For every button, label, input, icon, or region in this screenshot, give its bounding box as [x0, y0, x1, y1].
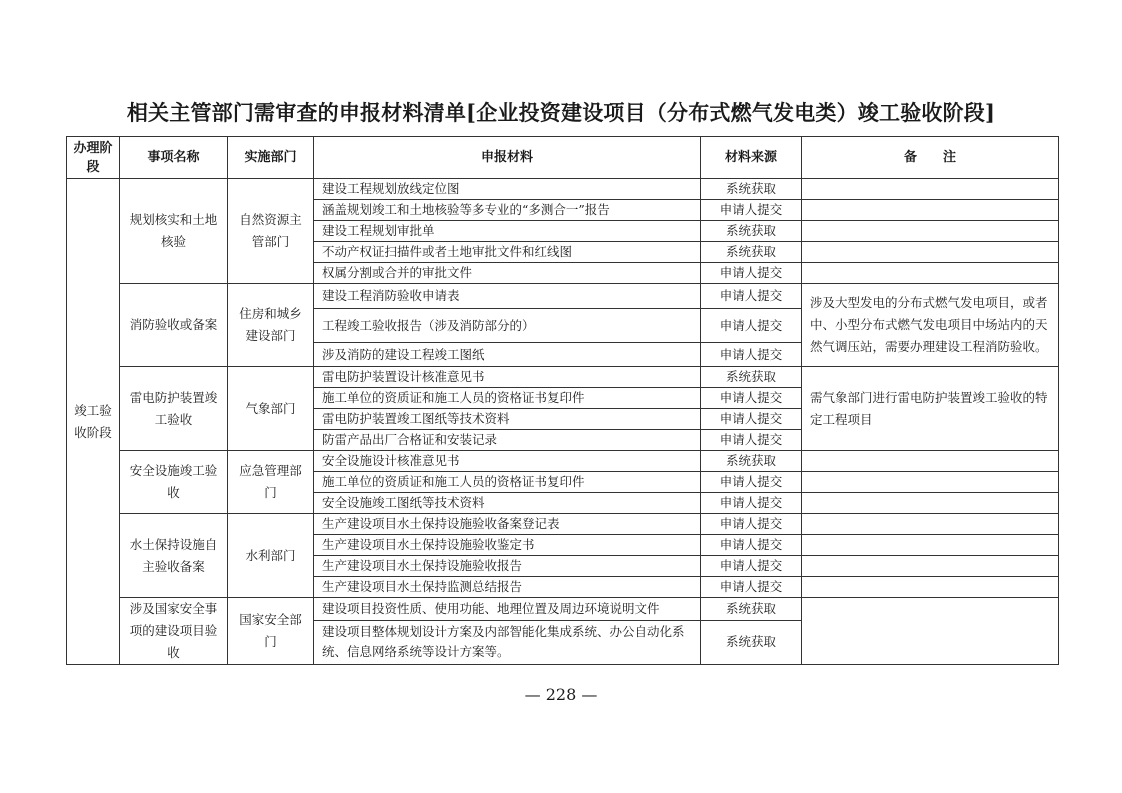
- remark-cell: [802, 200, 1059, 221]
- source-cell: 系统获取: [701, 598, 802, 621]
- item-name: 水土保持设施自主验收备案: [120, 514, 228, 598]
- dept-name: 应急管理部门: [228, 451, 314, 514]
- source-cell: 申请人提交: [701, 556, 802, 577]
- remark-cell: 涉及大型发电的分布式燃气发电项目，或者中、小型分布式燃气发电项目中场站内的天然气调压站，需要办理建设工程消防验收。: [802, 284, 1059, 367]
- material-cell: 雷电防护装置竣工图纸等技术资料: [314, 409, 701, 430]
- table-row: [67, 451, 1059, 472]
- remark-cell: [802, 263, 1059, 284]
- header-item: 事项名称: [120, 137, 228, 179]
- header-stage: 办理阶段: [67, 137, 120, 179]
- source-cell: 系统获取: [701, 451, 802, 472]
- material-cell: 建设工程规划审批单: [314, 221, 701, 242]
- page-title: 相关主管部门需审查的申报材料清单[企业投资建设项目（分布式燃气发电类）竣工验收阶段]: [126, 100, 996, 125]
- material-cell: 生产建设项目水土保持设施验收报告: [314, 556, 701, 577]
- source-cell: 申请人提交: [701, 200, 802, 221]
- material-cell: 生产建设项目水土保持监测总结报告: [314, 577, 701, 598]
- source-cell: 申请人提交: [701, 388, 802, 409]
- remark-cell: [802, 451, 1059, 472]
- item-name: 涉及国家安全事项的建设项目验收: [120, 598, 228, 665]
- source-cell: 申请人提交: [701, 409, 802, 430]
- remark-cell: [802, 535, 1059, 556]
- material-cell: 建设工程消防验收申请表: [314, 284, 701, 309]
- dept-name: 水利部门: [228, 514, 314, 598]
- source-cell: 系统获取: [701, 367, 802, 388]
- remark-cell: [802, 472, 1059, 493]
- source-cell: 系统获取: [701, 221, 802, 242]
- dept-name: 住房和城乡建设部门: [228, 284, 314, 367]
- table-row: [67, 598, 1059, 621]
- material-cell: 不动产权证扫描件或者土地审批文件和红线图: [314, 242, 701, 263]
- remark-cell: [802, 556, 1059, 577]
- source-cell: 系统获取: [701, 620, 802, 664]
- table-row: [67, 367, 1059, 388]
- source-cell: 申请人提交: [701, 493, 802, 514]
- materials-table: [66, 136, 1059, 665]
- material-cell: 生产建设项目水土保持设施验收备案登记表: [314, 514, 701, 535]
- stage-cell: 竣工验收阶段: [67, 179, 120, 665]
- remark-cell: [802, 221, 1059, 242]
- remark-cell: [802, 598, 1059, 665]
- material-cell: 施工单位的资质证和施工人员的资格证书复印件: [314, 388, 701, 409]
- header-source: 材料来源: [701, 137, 802, 179]
- material-cell: 工程竣工验收报告（涉及消防部分的）: [314, 309, 701, 343]
- material-cell: 涵盖规划竣工和土地核验等多专业的“多测合一”报告: [314, 200, 701, 221]
- source-cell: 系统获取: [701, 242, 802, 263]
- remark-cell: [802, 493, 1059, 514]
- material-cell: 涉及消防的建设工程竣工图纸: [314, 343, 701, 367]
- source-cell: 申请人提交: [701, 472, 802, 493]
- page-number: — 228 —: [524, 685, 598, 704]
- remark-cell: [802, 242, 1059, 263]
- material-cell: 雷电防护装置设计核准意见书: [314, 367, 701, 388]
- source-cell: 申请人提交: [701, 309, 802, 343]
- remark-cell: [802, 514, 1059, 535]
- source-cell: 申请人提交: [701, 284, 802, 309]
- source-cell: 申请人提交: [701, 263, 802, 284]
- dept-name: 国家安全部门: [228, 598, 314, 665]
- table-row: [67, 284, 1059, 309]
- source-cell: 申请人提交: [701, 343, 802, 367]
- material-cell: 安全设施竣工图纸等技术资料: [314, 493, 701, 514]
- item-name: 安全设施竣工验收: [120, 451, 228, 514]
- material-cell: 安全设施设计核准意见书: [314, 451, 701, 472]
- remark-cell: 需气象部门进行雷电防护装置竣工验收的特定工程项目: [802, 367, 1059, 451]
- source-cell: 系统获取: [701, 179, 802, 200]
- material-cell: 施工单位的资质证和施工人员的资格证书复印件: [314, 472, 701, 493]
- material-cell: 生产建设项目水土保持设施验收鉴定书: [314, 535, 701, 556]
- header-dept: 实施部门: [228, 137, 314, 179]
- item-name: 规划核实和土地核验: [120, 179, 228, 284]
- table-row: [67, 514, 1059, 535]
- source-cell: 申请人提交: [701, 430, 802, 451]
- material-cell: 建设项目整体规划设计方案及内部智能化集成系统、办公自动化系统、信息网络系统等设计方案等。: [314, 620, 701, 664]
- table-header-row: [67, 137, 1059, 179]
- material-cell: 权属分割或合并的审批文件: [314, 263, 701, 284]
- header-remark: 备 注: [802, 137, 1059, 179]
- source-cell: 申请人提交: [701, 514, 802, 535]
- item-name: 雷电防护装置竣工验收: [120, 367, 228, 451]
- source-cell: 申请人提交: [701, 577, 802, 598]
- remark-cell: [802, 179, 1059, 200]
- material-cell: 防雷产品出厂合格证和安装记录: [314, 430, 701, 451]
- material-cell: 建设项目投资性质、使用功能、地理位置及周边环境说明文件: [314, 598, 701, 621]
- dept-name: 自然资源主管部门: [228, 179, 314, 284]
- table-row: [67, 179, 1059, 200]
- item-name: 消防验收或备案: [120, 284, 228, 367]
- source-cell: 申请人提交: [701, 535, 802, 556]
- dept-name: 气象部门: [228, 367, 314, 451]
- header-materials: 申报材料: [314, 137, 701, 179]
- material-cell: 建设工程规划放线定位图: [314, 179, 701, 200]
- remark-cell: [802, 577, 1059, 598]
